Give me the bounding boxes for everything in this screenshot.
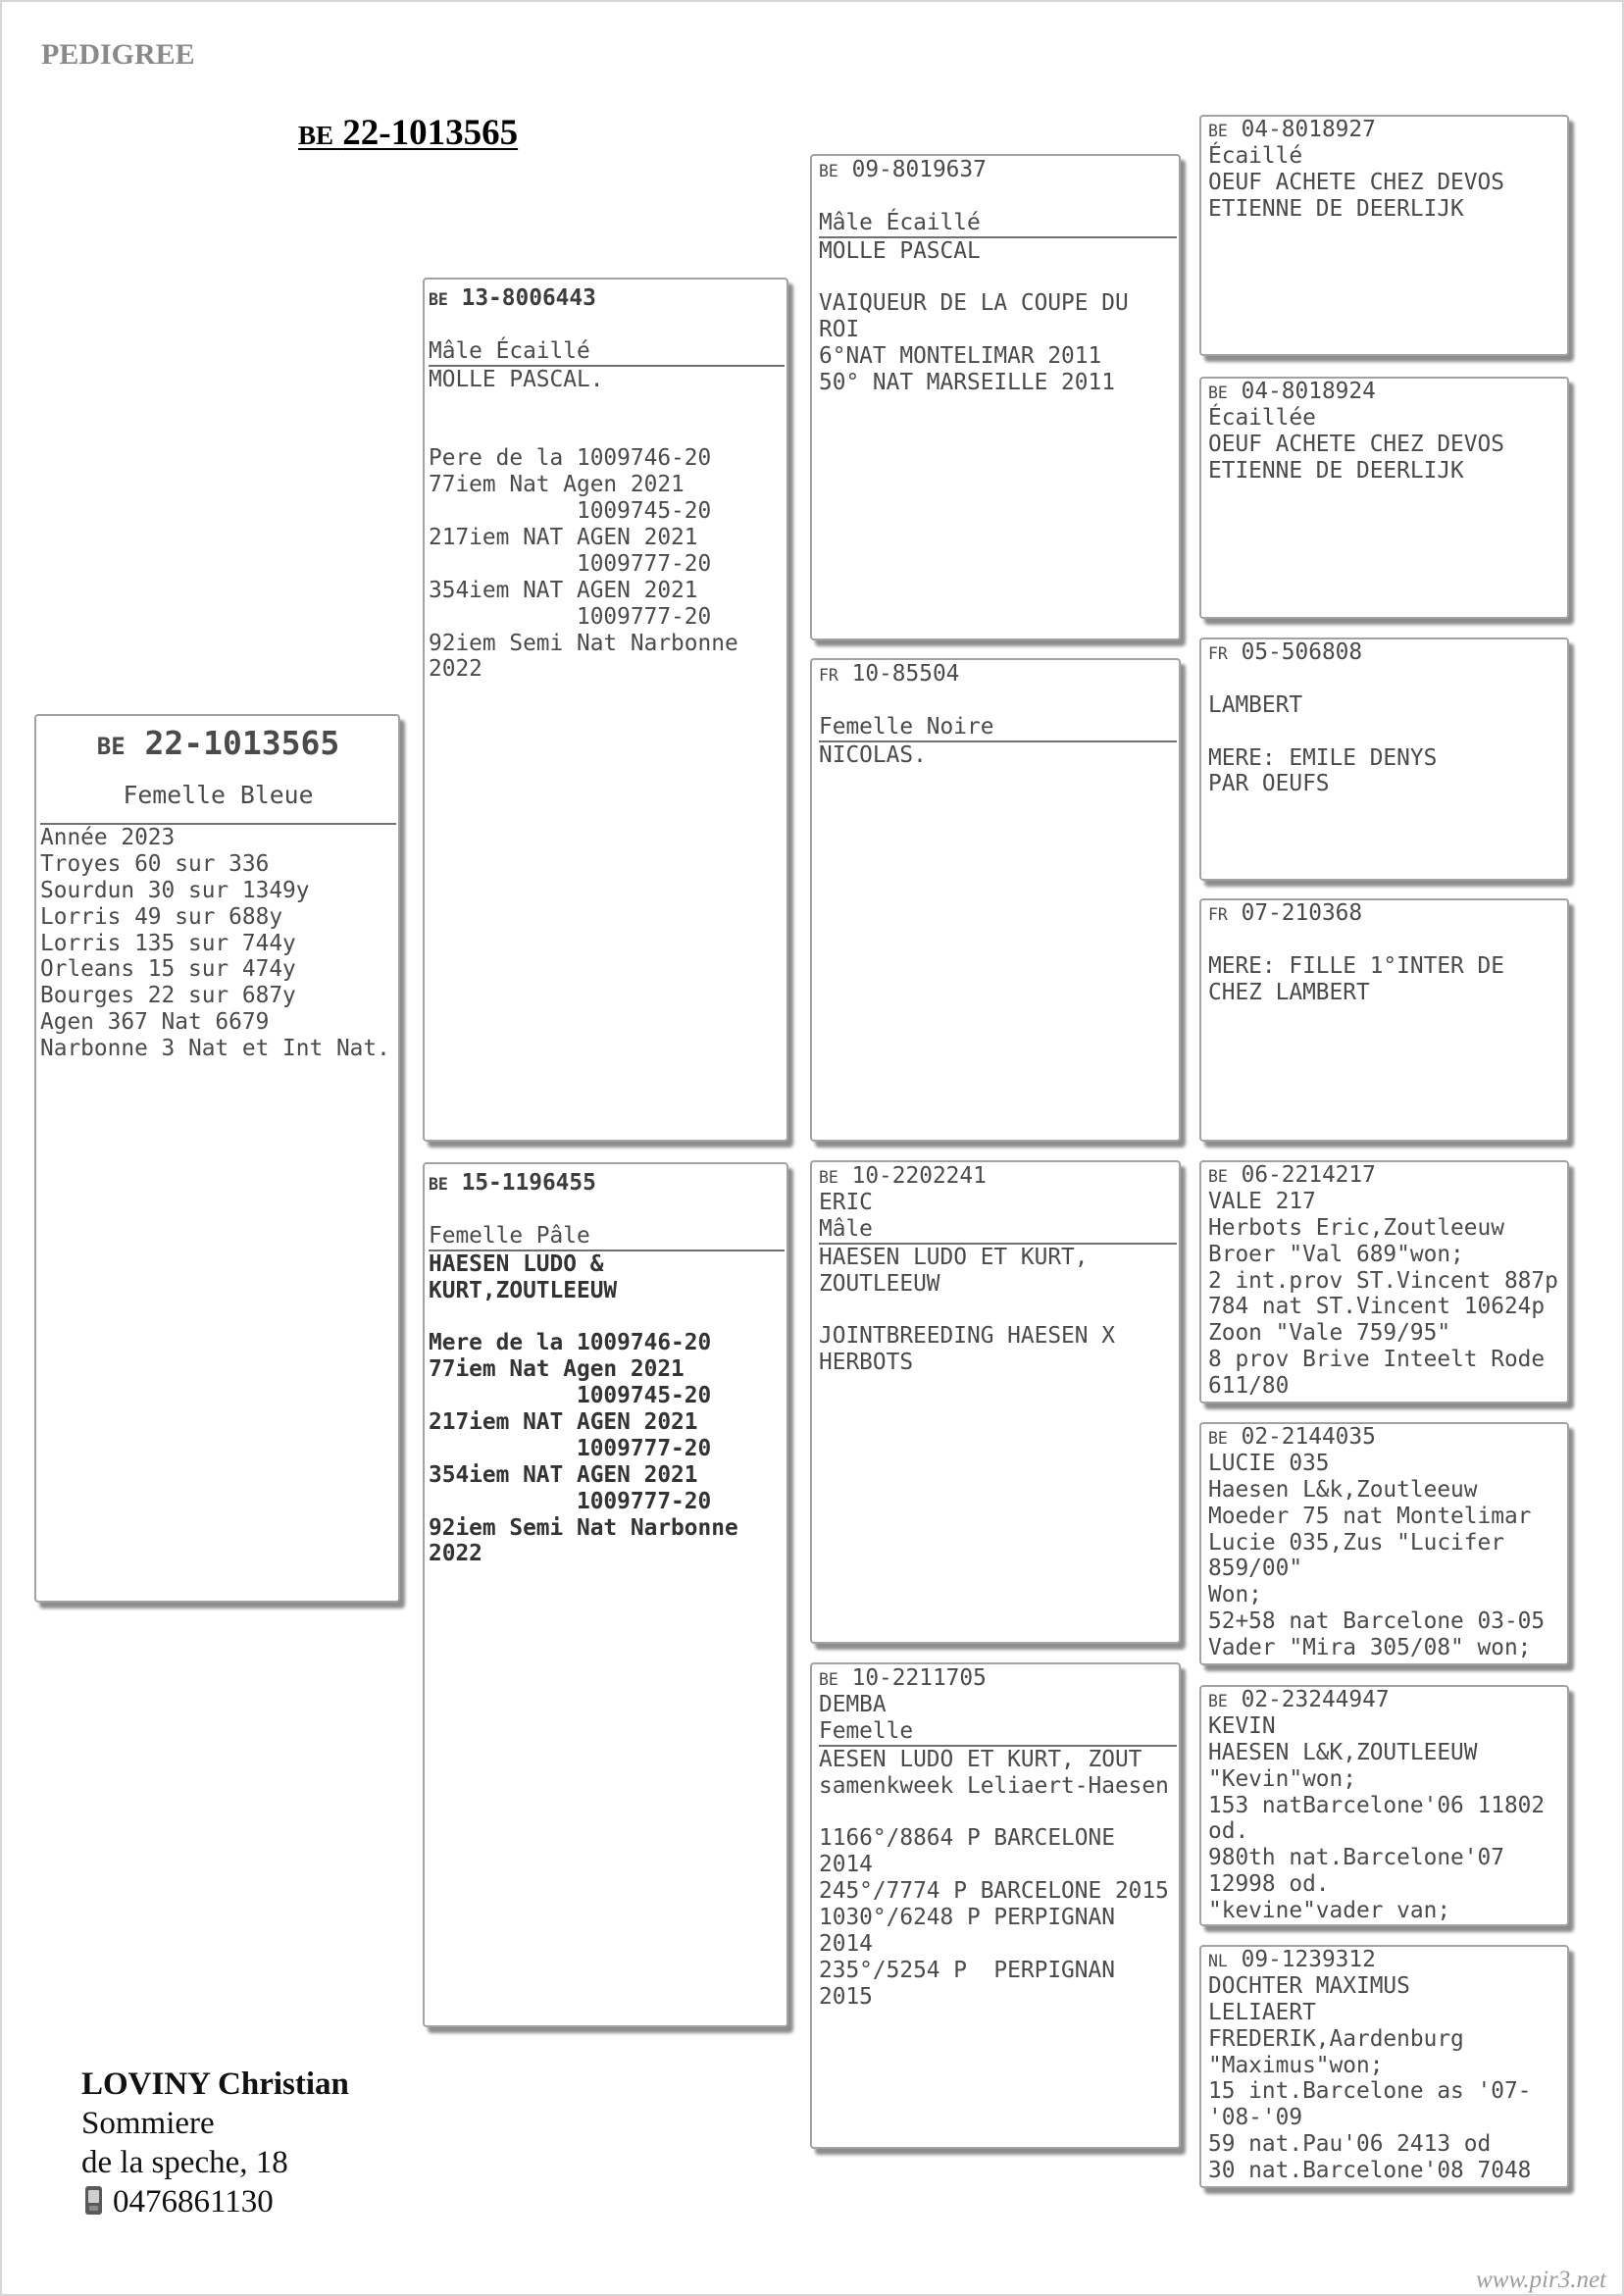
notes-list <box>1208 1451 1565 1661</box>
notes-list <box>1208 1189 1565 1400</box>
ring-digits: 09-1239312 <box>1241 1947 1376 1972</box>
notes-list <box>1208 666 1565 797</box>
text-line: 2015 <box>819 1983 873 2010</box>
text-line: 2014 <box>819 1930 873 1957</box>
text-line <box>429 1303 785 1330</box>
text-line: ROI <box>819 317 860 343</box>
text-line: 77iem Nat Agen 2021 <box>429 1356 685 1383</box>
pedigree-card-sire-sire-dam <box>1199 377 1569 619</box>
text-line: LAMBERT <box>1208 691 1303 718</box>
text-line: 859/00" <box>1208 1556 1303 1582</box>
ring-number <box>429 285 785 312</box>
text-line: "kevine"vader van; <box>1208 1898 1451 1924</box>
text-line: Vader "Mira 305/08" won; <box>1208 1635 1532 1661</box>
ring-digits: 05-506808 <box>1241 639 1363 665</box>
text-line: Lucie 035,Zus "Lucifer <box>1208 1529 1504 1556</box>
ring-number <box>1208 639 1565 666</box>
text-line: Année 2023 <box>40 825 176 850</box>
ring-number <box>1208 379 1565 405</box>
text-line: 1030°/6248 P PERPIGNAN <box>819 1905 1115 1931</box>
text-line: Agen 367 Nat 6679 <box>40 1009 270 1036</box>
text-line <box>1208 927 1565 953</box>
notes-list <box>1208 1973 1565 2184</box>
ring-number <box>1208 1947 1565 1973</box>
country-code: BE <box>1208 1692 1228 1710</box>
text-line: 153 natBarcelone'06 11802 <box>1208 1792 1546 1818</box>
text-line: NICOLAS. <box>819 741 927 768</box>
text-line: ZOUTLEEUW <box>819 1270 940 1297</box>
text-line: Lorris 135 sur 744y <box>40 930 296 956</box>
country-code: BE <box>819 1670 838 1689</box>
country-code: BE <box>429 290 448 309</box>
country-code: BE <box>96 733 126 760</box>
pedigree-card-dam <box>423 1162 788 2027</box>
text-line: MERE: FILLE 1°INTER DE <box>1208 952 1504 979</box>
country-code: FR <box>819 666 838 685</box>
text-line: 2 int.prov ST.Vincent 887p <box>1208 1267 1558 1294</box>
text-line: Broer "Val 689"won; <box>1208 1241 1464 1267</box>
ring-digits: 02-23244947 <box>1241 1687 1390 1712</box>
text-line <box>819 265 1177 291</box>
notes-list <box>429 1251 785 1568</box>
ring-number <box>819 157 1177 183</box>
text-line: 1009777-20 <box>429 550 712 577</box>
text-line <box>429 419 785 445</box>
text-line: 784 nat ST.Vincent 10624p <box>1208 1294 1546 1320</box>
pedigree-card-sire-dam-sire <box>1199 638 1569 881</box>
pedigree-card-sire <box>423 278 788 1142</box>
text-line: HAESEN LUDO & <box>429 1250 604 1277</box>
pedigree-card-dam-dam-sire <box>1199 1685 1569 1926</box>
page-title: PEDIGREE <box>41 38 195 71</box>
sex-color-label: Mâle <box>819 1216 1177 1245</box>
ring-number <box>1208 117 1565 143</box>
sex-color-label: Femelle Pâle <box>429 1223 785 1251</box>
text-line: 2022 <box>429 656 482 683</box>
text-line: 2022 <box>429 1541 482 1567</box>
pedigree-card-sire-dam <box>810 658 1181 1142</box>
text-line: Pere de la 1009746-20 <box>429 445 712 472</box>
text-line: 92iem Semi Nat Narbonne <box>429 1514 738 1541</box>
country-code: BE <box>819 1168 838 1187</box>
text-line: Herbots Eric,Zoutleeuw <box>1208 1214 1504 1241</box>
text-line: "Kevin"won; <box>1208 1765 1356 1792</box>
text-line: KEVIN <box>1208 1712 1276 1739</box>
text-line: 235°/5254 P PERPIGNAN <box>819 1957 1115 1983</box>
owner-block <box>81 2065 349 2221</box>
text-line <box>819 1297 1177 1323</box>
ring-digits: 06-2214217 <box>1241 1162 1376 1188</box>
text-line: Narbonne 3 Nat et Int Nat. <box>40 1036 390 1062</box>
owner-phone: 0476861130 <box>113 2184 274 2219</box>
text-line: samenkweek Leliaert-Haesen <box>819 1772 1169 1799</box>
pedigree-card-dam-dam <box>810 1662 1181 2149</box>
text-line: Won; <box>1208 1582 1262 1608</box>
text-line: 50° NAT MARSEILLE 2011 <box>819 370 1115 396</box>
text-line: 217iem NAT AGEN 2021 <box>429 525 698 551</box>
text-line <box>819 1799 1177 1825</box>
text-line: Troyes 60 sur 336 <box>40 850 270 877</box>
text-line: "Maximus"won; <box>1208 2052 1384 2078</box>
ring-number <box>819 1665 1177 1692</box>
ring-digits: 04-8018924 <box>1241 379 1376 404</box>
text-line <box>1208 719 1565 745</box>
pedigree-card-sire-sire-sire <box>1199 115 1569 356</box>
ring-digits: 22-1013565 <box>144 724 340 762</box>
text-line: 30 nat.Barcelone'08 7048 <box>1208 2158 1532 2184</box>
text-line: 245°/7774 P BARCELONE 2015 <box>819 1878 1169 1905</box>
results-list <box>40 825 396 1062</box>
text-line: ERIC <box>819 1189 873 1215</box>
text-line: HAESEN L&K,ZOUTLEEUW <box>1208 1739 1478 1765</box>
ring-number <box>429 1170 785 1197</box>
country-code: BE <box>429 1175 448 1194</box>
text-line: LELIAERT <box>1208 1999 1316 2025</box>
country-code: BE <box>1208 1167 1228 1186</box>
text-line: OEUF ACHETE CHEZ DEVOS <box>1208 431 1504 457</box>
text-line: Zoon "Vale 759/95" <box>1208 1320 1451 1347</box>
text-line: 1009777-20 <box>429 1435 712 1461</box>
text-line: od. <box>1208 1818 1249 1845</box>
ring-number <box>819 661 1177 688</box>
ring-number <box>1208 1162 1565 1189</box>
text-line: Mere de la 1009746-20 <box>429 1330 712 1356</box>
notes-list <box>1208 143 1565 223</box>
ring-digits: 10-85504 <box>851 661 960 687</box>
ring-digits: 15-1196455 <box>461 1170 596 1196</box>
text-line: '08-'09 <box>1208 2105 1303 2131</box>
country-code: BE <box>1208 1429 1228 1448</box>
pedigree-card-sire-sire <box>810 154 1181 640</box>
text-line: Bourges 22 sur 687y <box>40 983 296 1009</box>
notes-list <box>819 1245 1177 1376</box>
text-line: 59 nat.Pau'06 2413 od <box>1208 2131 1492 2158</box>
notes-list <box>819 742 1177 769</box>
notes-list <box>429 367 785 684</box>
text-line: 92iem Semi Nat Narbonne <box>429 630 738 656</box>
text-line <box>819 183 1177 210</box>
sex-color-label: Femelle Bleue <box>40 777 396 825</box>
text-line: MOLLE PASCAL. <box>429 366 604 392</box>
text-line: VALE 217 <box>1208 1188 1316 1214</box>
ring-title-number: 22-1013565 <box>342 113 519 153</box>
text-line: AESEN LUDO ET KURT, ZOUT <box>819 1746 1142 1772</box>
text-line: VAIQUEUR DE LA COUPE DU <box>819 290 1129 317</box>
notes-list <box>1208 405 1565 485</box>
ring-digits: 10-2202241 <box>851 1163 987 1189</box>
text-line: 12998 od. <box>1208 1871 1330 1898</box>
text-line: FREDERIK,Aardenburg <box>1208 2025 1464 2052</box>
country-code: BE <box>1208 122 1228 140</box>
pre-lines <box>429 1197 785 1223</box>
text-line: 354iem NAT AGEN 2021 <box>429 577 698 603</box>
text-line <box>429 312 785 338</box>
pedigree-card-sire-dam-dam <box>1199 898 1569 1142</box>
text-line: ETIENNE DE DEERLIJK <box>1208 457 1464 484</box>
text-line: 980th nat.Barcelone'07 <box>1208 1845 1504 1871</box>
owner-city: Sommiere <box>81 2106 215 2141</box>
ring-digits: 04-8018927 <box>1241 117 1376 142</box>
text-line <box>429 1197 785 1223</box>
text-line: MOLLE PASCAL <box>819 237 981 264</box>
pedigree-card-subject <box>34 714 400 1603</box>
notes-list <box>819 238 1177 396</box>
text-line: Lorris 49 sur 688y <box>40 903 283 930</box>
text-line: 1009777-20 <box>429 1488 712 1514</box>
ring-number <box>40 722 396 765</box>
text-line: Écaillée <box>1208 404 1316 431</box>
pre-lines <box>819 688 1177 714</box>
text-line: DEMBA <box>819 1691 887 1717</box>
country-code: BE <box>819 162 838 180</box>
text-line: Orleans 15 sur 474y <box>40 956 296 983</box>
text-line: LUCIE 035 <box>1208 1450 1330 1476</box>
notes-list <box>819 1747 1177 2011</box>
ring-digits: 07-210368 <box>1241 900 1363 926</box>
country-code: NL <box>1208 1952 1228 1970</box>
text-line: MERE: EMILE DENYS <box>1208 744 1438 771</box>
pedigree-card-dam-sire-sire <box>1199 1160 1569 1403</box>
ring-digits: 10-2211705 <box>851 1665 987 1691</box>
owner-phone-row <box>81 2182 349 2221</box>
text-line: Moeder 75 nat Montelimar <box>1208 1503 1532 1529</box>
owner-name: LOVINY Christian <box>81 2066 349 2102</box>
text-line: 1009777-20 <box>429 603 712 630</box>
text-line: DOCHTER MAXIMUS <box>1208 1972 1410 1999</box>
sex-color-label: Mâle Écaillé <box>429 338 785 367</box>
text-line: 2014 <box>819 1852 873 1878</box>
text-line: KURT,ZOUTLEEUW <box>429 1277 618 1303</box>
ring-number <box>1208 1687 1565 1713</box>
pre-lines <box>819 1692 1177 1718</box>
owner-address: de la speche, 18 <box>81 2145 288 2180</box>
pre-lines <box>819 1190 1177 1216</box>
country-code: BE <box>1208 383 1228 402</box>
ring-title-underlined <box>298 113 518 153</box>
text-line: 77iem Nat Agen 2021 <box>429 472 685 498</box>
country-code: FR <box>1208 644 1228 663</box>
notes-list <box>1208 1713 1565 1924</box>
ring-digits: 13-8006443 <box>461 285 596 311</box>
text-line: 354iem NAT AGEN 2021 <box>429 1461 698 1488</box>
pre-lines <box>429 312 785 338</box>
text-line <box>429 393 785 420</box>
text-line: 1009745-20 <box>429 1383 712 1409</box>
ring-number <box>1208 1424 1565 1451</box>
text-line: 8 prov Brive Inteelt Rode <box>1208 1347 1546 1373</box>
notes-list <box>1208 927 1565 1006</box>
mobile-phone-icon <box>85 2186 102 2215</box>
text-line: Écaillé <box>1208 142 1303 169</box>
text-line: ETIENNE DE DEERLIJK <box>1208 195 1464 222</box>
ring-digits: 02-2144035 <box>1241 1424 1376 1450</box>
text-line: CHEZ LAMBERT <box>1208 979 1370 1005</box>
pedigree-card-dam-sire-dam <box>1199 1422 1569 1665</box>
text-line: 1009745-20 <box>429 498 712 525</box>
text-line: 6°NAT MONTELIMAR 2011 <box>819 343 1102 370</box>
sex-color-label: Femelle Noire <box>819 714 1177 742</box>
country-code: FR <box>1208 905 1228 924</box>
ring-number <box>819 1163 1177 1190</box>
ring-number <box>1208 900 1565 927</box>
text-line: OEUF ACHETE CHEZ DEVOS <box>1208 169 1504 195</box>
text-line: JOINTBREEDING HAESEN X <box>819 1323 1115 1350</box>
text-line: HAESEN LUDO ET KURT, <box>819 1244 1089 1270</box>
text-line: Haesen L&k,Zoutleeuw <box>1208 1476 1478 1503</box>
text-line: 1166°/8864 P BARCELONE <box>819 1825 1115 1852</box>
pre-lines <box>819 183 1177 210</box>
text-line <box>819 688 1177 714</box>
text-line: 217iem NAT AGEN 2021 <box>429 1409 698 1436</box>
sex-color-label: Mâle Écaillé <box>819 210 1177 238</box>
text-line: 15 int.Barcelone as '07- <box>1208 2078 1532 2105</box>
text-line: 611/80 <box>1208 1373 1290 1400</box>
pedigree-card-dam-dam-dam <box>1199 1945 1569 2188</box>
ring-title <box>298 112 518 155</box>
text-line: HERBOTS <box>819 1350 914 1376</box>
sex-color-label: Femelle <box>819 1718 1177 1747</box>
ring-title-country: BE <box>298 121 334 150</box>
pedigree-card-dam-sire <box>810 1160 1181 1644</box>
text-line <box>1208 666 1565 692</box>
text-line: PAR OEUFS <box>1208 771 1330 797</box>
text-line: Sourdun 30 sur 1349y <box>40 877 310 903</box>
ring-digits: 09-8019637 <box>851 157 987 182</box>
text-line: 52+58 nat Barcelone 03-05 <box>1208 1608 1546 1635</box>
watermark: www.pir3.net <box>1476 2267 1606 2293</box>
